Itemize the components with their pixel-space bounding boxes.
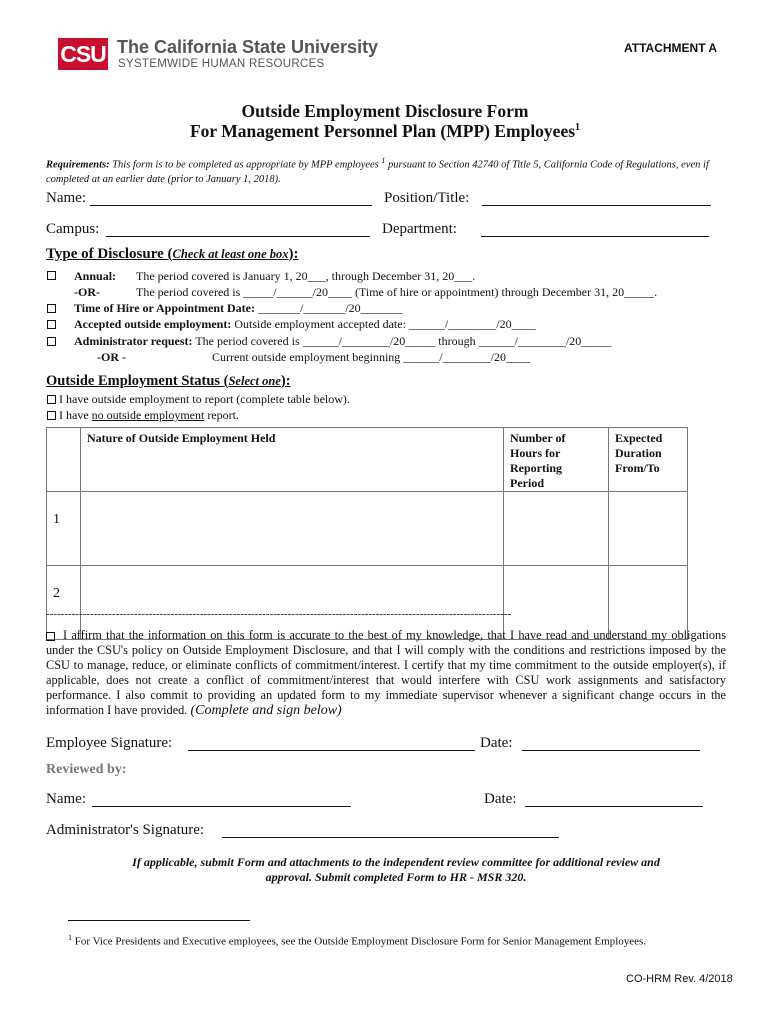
no-employment-c: report. [204, 408, 239, 422]
disclosure-heading-b: Check at least one box [172, 247, 289, 261]
annual-alt-text: The period covered is _____/______/20____ (Time of hire or appointment) through December 31, 20_____. [136, 285, 658, 299]
admin-signature-field[interactable] [222, 837, 559, 838]
hire-text: _______/_______/20_______ [257, 301, 403, 315]
table-row [47, 492, 688, 566]
header-hours-3: Reporting [510, 461, 562, 475]
row-number: 2 [47, 566, 81, 640]
header-duration-2: Duration [615, 446, 662, 460]
header-hours-1: Number of [510, 431, 566, 445]
no-employment-checkbox[interactable] [47, 411, 56, 420]
status-heading-b: Select one [228, 374, 281, 388]
no-employment-a: I have [59, 408, 92, 422]
reviewed-by-label: Reviewed by: [46, 762, 127, 777]
header-hours [504, 428, 609, 492]
department-label: Department: [382, 221, 457, 237]
admin-checkbox[interactable] [47, 337, 56, 346]
header-index-cell [47, 428, 81, 492]
disclosure-heading-c: ): [288, 246, 299, 262]
no-employment-row [59, 408, 239, 423]
position-label: Position/Title: [384, 190, 470, 206]
department-field[interactable] [481, 236, 709, 237]
submit-note-1: If applicable, submit Form and attachments to the independent review committee for additional review and [132, 855, 660, 869]
or-label-2: -OR - [97, 350, 126, 364]
admin-row [74, 334, 611, 349]
date-field-2[interactable] [525, 806, 703, 807]
status-heading-a: Outside Employment Status ( [46, 373, 229, 389]
header-duration-1: Expected [615, 431, 663, 445]
header-hours-4: Period [510, 476, 544, 490]
disclosure-heading [46, 246, 299, 263]
form-subtitle [0, 121, 770, 142]
org-name: The California State University [117, 37, 379, 57]
header-hours-2: Hours for [510, 446, 561, 460]
has-employment-text: I have outside employment to report (complete table below). [59, 392, 350, 406]
date-label-1: Date: [480, 735, 513, 751]
annual-text: The period covered is January 1, 20___, through December 31, 20___. [136, 269, 476, 283]
accepted-checkbox[interactable] [47, 320, 56, 329]
affirm-checkbox[interactable] [46, 632, 55, 641]
hire-checkbox[interactable] [47, 304, 56, 313]
affirm-tail: (Complete and sign below) [190, 703, 342, 718]
affirm-text: I affirm that the information on this form is accurate to the best of my knowledge, that I have read and understand my obligations under the CSU's policy on Outside Employment Disclosure, and that I will comply with the conditions and restrictions imposed by the CSU to manage, reduce, or eliminate conflicts of commitment/interest. I certify that my time commitment to the outside employer(s), if applicable, does not create a conflict of commitment/interest that would interfere with CSU work assignments and satisfactory performance. I also commit to providing an updated form to my immediate supervisor whenever a significant change occurs in the information I have provided. [46, 628, 726, 717]
affirmation [46, 628, 726, 718]
date-label-2: Date: [484, 791, 517, 807]
status-heading-c: ): [280, 373, 291, 389]
name-field[interactable] [90, 205, 372, 206]
footnote-text: For Vice Presidents and Executive employees, see the Outside Employment Disclosure Form for Senior Management Employees. [74, 935, 647, 948]
date-field-1[interactable] [522, 750, 700, 751]
annual-label: Annual: [74, 269, 117, 283]
dashed-divider: ------------------------------------------------------------------------------------------------------------------------------- [46, 608, 512, 620]
annual-checkbox[interactable] [47, 271, 56, 280]
requirements-text [46, 154, 711, 187]
header-nature: Nature of Outside Employment Held [81, 428, 504, 492]
position-field[interactable] [482, 205, 711, 206]
reviewer-name-label: Name: [46, 791, 86, 807]
admin-alt-text: Current outside employment beginning ______/________/20____ [212, 350, 530, 364]
footnote-rule [68, 920, 250, 921]
campus-field[interactable] [106, 236, 370, 237]
disclosure-heading-a: Type of Disclosure ( [46, 246, 173, 262]
submit-note-2: approval. Submit completed Form to HR - MSR 320. [265, 870, 527, 884]
accepted-row [74, 317, 536, 332]
footnote [68, 930, 688, 950]
no-employment-b: no outside employment [91, 408, 205, 422]
campus-label: Campus: [46, 221, 100, 237]
hire-label: Time of Hire or Appointment Date: [74, 301, 255, 315]
org-subtitle: SYSTEMWIDE HUMAN RESOURCES [118, 58, 325, 70]
csu-logo: CSU [58, 38, 108, 70]
requirements-text-b: pursuant to Section 42740 of Title 5, California Code of Regulations, even if completed at an earlier date (prior to January 1, 2018). [46, 159, 709, 185]
employee-signature-label: Employee Signature: [46, 735, 173, 751]
has-employment-checkbox[interactable] [47, 395, 56, 404]
admin-text: The period covered is ______/________/20_____ through ______/________/20_____ [195, 334, 612, 348]
or-label-1: -OR- [74, 285, 100, 299]
requirements-text-a: This form is to be completed as appropriate by MPP employees [112, 159, 379, 171]
table-header-row [47, 428, 688, 492]
revision-label: CO-HRM Rev. 4/2018 [626, 973, 733, 985]
requirements-sup: 1 [381, 156, 386, 165]
form-subtitle-text: For Management Personnel Plan (MPP) Employees [189, 121, 576, 141]
accepted-label: Accepted outside employment: [74, 317, 232, 331]
footnote-number: 1 [68, 933, 72, 942]
employee-signature-field[interactable] [188, 750, 475, 751]
row-number: 1 [47, 492, 81, 566]
name-label: Name: [46, 190, 86, 206]
reviewer-name-field[interactable] [92, 806, 351, 807]
attachment-label: ATTACHMENT A [624, 41, 718, 55]
row-hours-cell[interactable] [504, 492, 609, 566]
hire-row [74, 301, 403, 316]
accepted-text: Outside employment accepted date: ______/________/20____ [234, 317, 536, 331]
footnote-ref: 1 [575, 122, 581, 134]
status-heading [46, 373, 291, 390]
requirements-label: Requirements: [46, 159, 110, 171]
header-duration [609, 428, 688, 492]
admin-signature-label: Administrator's Signature: [46, 822, 205, 838]
header-duration-3: From/To [615, 461, 660, 475]
form-title: Outside Employment Disclosure Form [241, 101, 529, 121]
admin-label: Administrator request: [74, 334, 193, 348]
row-duration-cell[interactable] [609, 492, 688, 566]
row-nature-cell[interactable] [81, 492, 504, 566]
